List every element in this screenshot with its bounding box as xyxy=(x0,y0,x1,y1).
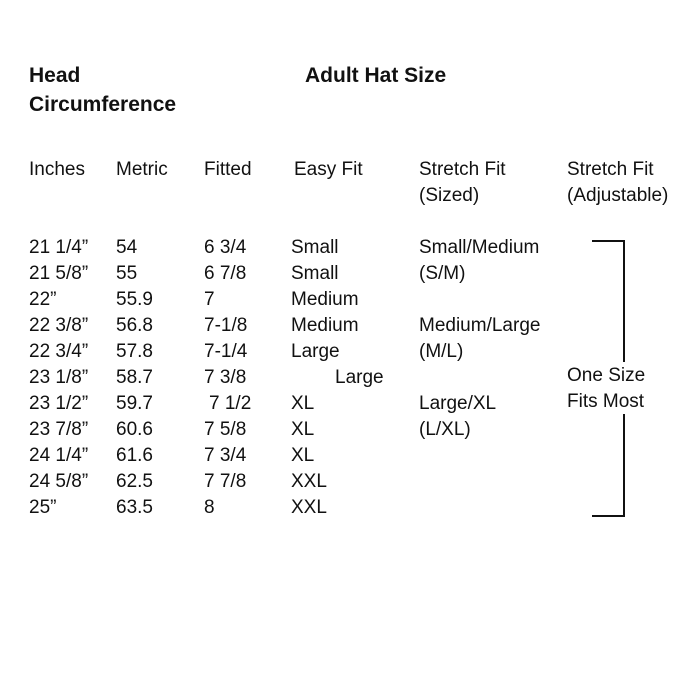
column-header-stretch-adjustable-line1: Stretch Fit xyxy=(567,159,654,180)
cell-fitted: 7-1/8 xyxy=(204,315,248,336)
cell-easy-fit: Large xyxy=(291,341,340,362)
cell-metric: 56.8 xyxy=(116,315,153,336)
adult-hat-size-heading: Adult Hat Size xyxy=(305,64,447,87)
cell-inches: 25” xyxy=(29,497,57,518)
cell-inches: 23 1/2” xyxy=(29,393,89,414)
bracket-bottom-tick xyxy=(592,515,625,517)
cell-stretch-sized: (S/M) xyxy=(419,263,466,284)
cell-metric: 54 xyxy=(116,237,138,258)
cell-stretch-sized: (L/XL) xyxy=(419,419,471,440)
cell-stretch-sized: Medium/Large xyxy=(419,315,541,336)
head-circumference-heading xyxy=(29,61,176,119)
cell-inches: 24 1/4” xyxy=(29,445,89,466)
cell-metric: 55 xyxy=(116,263,138,284)
cell-inches: 22 3/8” xyxy=(29,315,89,336)
bracket-lower-line xyxy=(623,414,625,517)
cell-fitted: 8 xyxy=(204,497,215,518)
column-header-fitted xyxy=(204,157,252,183)
cell-inches: 21 1/4” xyxy=(29,237,89,258)
cell-metric: 59.7 xyxy=(116,393,153,414)
cell-fitted: 7 xyxy=(204,289,215,310)
column-header-fitted-label: Fitted xyxy=(204,159,252,180)
column-header-easy-fit xyxy=(294,157,363,183)
cell-inches: 22” xyxy=(29,289,57,310)
cell-fitted: 7-1/4 xyxy=(204,341,248,362)
cell-inches: 22 3/4” xyxy=(29,341,89,362)
cell-stretch-sized: (M/L) xyxy=(419,341,464,362)
cell-fitted: 7 7/8 xyxy=(204,471,247,492)
cell-easy-fit: XL xyxy=(291,445,315,466)
head-heading-line1: Head xyxy=(29,64,81,87)
bracket-upper-line xyxy=(623,240,625,362)
column-header-stretch-sized-line2: (Sized) xyxy=(419,185,480,206)
cell-easy-fit: XXL xyxy=(291,471,327,492)
cell-fitted: 6 7/8 xyxy=(204,263,247,284)
cell-easy-fit: Small xyxy=(291,263,339,284)
cell-easy-fit: Medium xyxy=(291,289,359,310)
cell-fitted: 7 3/8 xyxy=(204,367,247,388)
cell-easy-fit: XL xyxy=(291,419,315,440)
column-header-inches xyxy=(29,157,85,183)
cell-easy-fit: Small xyxy=(291,237,339,258)
one-size-label: One Size xyxy=(567,365,646,386)
cell-stretch-sized: Small/Medium xyxy=(419,237,540,258)
cell-easy-fit: Medium xyxy=(291,315,359,336)
cell-easy-fit: Large xyxy=(335,367,384,388)
cell-inches: 23 7/8” xyxy=(29,419,89,440)
cell-easy-fit: XL xyxy=(291,393,315,414)
cell-fitted: 7 3/4 xyxy=(204,445,247,466)
column-header-metric-label: Metric xyxy=(116,159,168,180)
cell-easy-fit: XXL xyxy=(291,497,327,518)
column-header-inches-label: Inches xyxy=(29,159,85,180)
cell-inches: 24 5/8” xyxy=(29,471,89,492)
cell-fitted: 6 3/4 xyxy=(204,237,247,258)
column-header-stretch-sized xyxy=(419,157,506,209)
cell-metric: 63.5 xyxy=(116,497,153,518)
cell-metric: 58.7 xyxy=(116,367,153,388)
cell-fitted: 7 1/2 xyxy=(209,393,252,414)
cell-metric: 62.5 xyxy=(116,471,153,492)
column-header-stretch-sized-line1: Stretch Fit xyxy=(419,159,506,180)
column-header-stretch-adjustable xyxy=(567,157,668,209)
cell-inches: 23 1/8” xyxy=(29,367,89,388)
cell-metric: 57.8 xyxy=(116,341,153,362)
cell-metric: 55.9 xyxy=(116,289,153,310)
fits-most-label: Fits Most xyxy=(567,391,645,412)
column-header-metric xyxy=(116,157,168,183)
head-heading-line2: Circumference xyxy=(29,93,177,116)
column-header-easy-fit-label: Easy Fit xyxy=(294,159,363,180)
cell-metric: 60.6 xyxy=(116,419,153,440)
column-header-stretch-adjustable-line2: (Adjustable) xyxy=(567,185,669,206)
cell-fitted: 7 5/8 xyxy=(204,419,247,440)
bracket-top-tick xyxy=(592,240,625,242)
cell-inches: 21 5/8” xyxy=(29,263,89,284)
cell-stretch-sized: Large/XL xyxy=(419,393,497,414)
cell-metric: 61.6 xyxy=(116,445,153,466)
